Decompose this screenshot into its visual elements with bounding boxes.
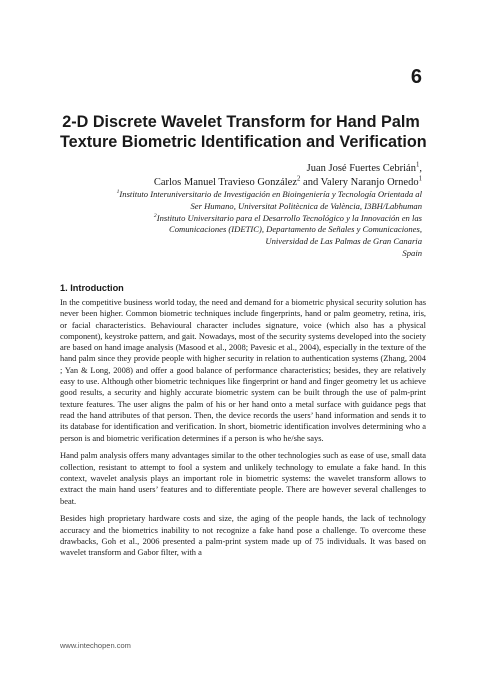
affiliation-text: Instituto Universitario para el Desarrollo Tecnológico y la Innovación en las (156, 212, 422, 223)
section-heading: 1. Introduction (60, 283, 124, 293)
footer-url: www.intechopen.com (60, 641, 131, 650)
author-name: and Valery Naranjo Ornedo (300, 177, 419, 188)
body-text (60, 297, 426, 565)
paragraph: Hand palm analysis offers many advantages similar to the other technologies such as ease of use, small data collection, resistant to attempt to fool a system and unlikely technology to emulate a fake hand. In this context, wavelet analysis plays an important role in biometric systems: the wavelet transform allows to extract the main hand users’ features and to differentiate people. There are however several challenges to beat. (60, 450, 426, 506)
chapter-title (60, 112, 427, 152)
affiliation-marker: 2 (153, 212, 157, 219)
chapter-number: 6 (410, 66, 422, 88)
paragraph: Besides high proprietary hardware costs and size, the aging of the people hands, the lack of technology accuracy and the biometrics inability to not recognize a fake hand pose a challenge. To overcome these drawbacks, Goh et al., 2006 presented a palm-print system made up of 75 individuals. It was based on wavelet transform and Gabor filter, with a (60, 513, 426, 558)
author-line-1 (154, 162, 422, 176)
affiliation-2-line-4: Spain (402, 247, 422, 258)
affiliation-2-line-3: Universidad de Las Palmas de Gran Canaria (265, 236, 422, 247)
title-line-2: Texture Biometric Identification and Verification (60, 133, 427, 151)
affiliation-1-line-2: Ser Humano, Universitat Politècnica de València, I3BH/Labhuman (190, 200, 422, 211)
affiliation-marker: 2 (297, 175, 301, 183)
affiliation-marker: 1 (418, 175, 422, 183)
paragraph: In the competitive business world today, the need and demand for a biometric physical security solution has never been higher. Common biometric techniques include fingerprints, hand or palm geometry, retina, iris, or facial characteristics. Behavioural character includes signature, voice (which also has a physical component), keystroke pattern, and gait. Nowadays, most of the security systems developed into the society are based on hand image analysis (Masood et al., 2008; Pavesic et al., 2004), especially in the texture of the hand palm since they provide people with higher security in relation to authentication systems (Zhang, 2004 ; Yan & Long, 2008) and offer a good balance of performance characteristics; besides, they are relatively easy to use. Although other biometric techniques like fingerprint or hand and finger geometry let us achieve good results, a security and highly accurate biometric system can be built through the use of palm-print texture features. The user aligns the palm of his or her hand onto a metal surface with guidance pegs that read the hand attributes of that person. Then, the device records the users’ hand information and sends it to its database for identification and verification. In short, biometric identification involves determining who a person is and biometric verification determines if a person is who he/she says. (60, 297, 426, 443)
affiliation-2-line-2: Comunicaciones (IDETIC), Departamento de Señales y Comunicaciones, (169, 224, 422, 235)
author-name: Juan José Fuertes Cebrián (306, 163, 416, 174)
author-line-2 (154, 176, 422, 190)
affiliation-1-line-1 (60, 189, 422, 201)
separator: , (419, 163, 422, 174)
author-list (154, 162, 422, 190)
author-name: Carlos Manuel Travieso González (153, 177, 297, 188)
affiliation-2-line-1 (60, 213, 422, 225)
affiliation-marker: 1 (415, 161, 420, 169)
affiliations (60, 189, 422, 260)
title-line-1: 2-D Discrete Wavelet Transform for Hand Palm (62, 113, 420, 131)
affiliation-text: Instituto Interuniversitario de Investigación en Bioingeniería y Tecnología Orientada al (119, 189, 422, 199)
affiliation-marker: 1 (116, 189, 120, 196)
